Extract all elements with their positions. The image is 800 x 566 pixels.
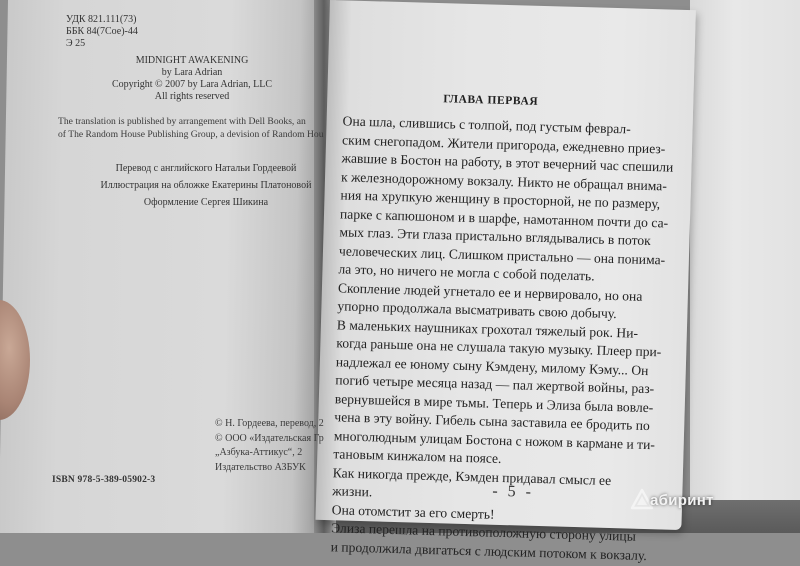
page-number: - 5 - (492, 482, 535, 501)
text-line: жизни. (332, 483, 373, 500)
right-page-content (315, 0, 695, 563)
author-sign: Э 25 (66, 38, 86, 49)
text-line: Как никогда прежде, Кэмден придавал смысл ее (332, 464, 612, 488)
text-line: упорно продолжала высматривать свою добычу. (337, 298, 617, 322)
translation-notice-line: The translation is published by arrangement with Dell Books, an (58, 116, 306, 127)
text-line: человеческих лиц. Слишком пристально — она понима- (338, 242, 666, 267)
text-line: многолюдным улицам Бостона с ножом в кармане и ти- (333, 427, 656, 452)
translation-notice-line: of The Random House Publishing Group, a devision of Random Hou (58, 129, 324, 140)
russian-copyright-block (215, 417, 324, 475)
text-line: ния на хрупкую женщину в просторной, не по размеру, (340, 187, 661, 212)
text-line: к железнодорожному вокзалу. Никто не обращал внима- (340, 168, 668, 193)
text-line: надлежал ее юному сыну Кэмдену, милому Кэму... Он (335, 353, 649, 378)
text-line: парке с капюшоном и в шарфе, намотанном почти до са- (339, 205, 669, 231)
chapter-title: ГЛАВА ПЕРВАЯ (443, 93, 539, 108)
text-line: и продолжила двигаться с людским потоком к вокзалу. (330, 538, 647, 563)
library-code-bbk: ББК 84(7Сое)-44 (66, 26, 138, 37)
copyright-ru-line: © ООО «Издательская Гр (215, 432, 324, 444)
credits-block (96, 160, 316, 211)
text-line: когда раньше она не слушала такую музыку. Плеер при- (336, 335, 662, 360)
watermark-text: абиринт (650, 492, 714, 509)
illustrator-credit: Иллюстрация на обложке Екатерины Платоновой (100, 180, 312, 191)
design-credit: Оформление Сергея Шикина (143, 197, 269, 208)
text-line: Она отомстит за его смерть! (331, 501, 495, 522)
rights-line: All rights reserved (154, 91, 230, 102)
original-title: MIDNIGHT AWAKENING (135, 55, 249, 66)
text-line: вернувшейся в мире тьмы. Теперь и Элиза была вовле- (334, 390, 654, 415)
text-line: Скопление людей угнетало ее и нервировало, но она (337, 279, 643, 304)
original-title-block (92, 55, 292, 103)
translator-credit: Перевод с английского Натальи Гордеевой (115, 163, 297, 174)
isbn: ISBN 978-5-389-05902-3 (52, 475, 156, 485)
text-line: тановым кинжалом на поясе. (333, 446, 502, 466)
original-author: by Lara Adrian (161, 67, 223, 78)
table-surface (690, 0, 800, 533)
library-codes (66, 14, 138, 50)
copyright-ru-line: © Н. Гордеева, перевод, 2 (215, 418, 324, 429)
text-line: Элиза перешла на противоположную сторону улицы (331, 520, 637, 544)
copyright-ru-line: Издательство АЗБУК (215, 461, 306, 473)
text-line: Она шла, слившись с толпой, под густым феврал- (342, 113, 631, 137)
translation-notice (58, 115, 324, 141)
text-line: жавшие в Бостон на работу, в этот вечерний час спешили (341, 150, 674, 175)
text-line: ла это, но ничего не могла с собой поделать. (338, 261, 595, 284)
copyright-ru-line: „Азбука-Аттикус“, 2 (215, 447, 303, 458)
copyright-line: Copyright © 2007 by Lara Adrian, LLC (111, 79, 273, 90)
text-line: ским снегопадом. Жители пригорода, ежедневно приез- (341, 131, 666, 156)
text-line: мых глаз. Эти глаза пристально вглядывались в поток (339, 224, 651, 249)
text-line: погиб четыре месяца назад — пал жертвой войны, раз- (335, 372, 655, 397)
text-line: В маленьких наушниках грохотал тяжелый рок. Ни- (336, 316, 639, 341)
text-line: чена в эту войну. Гибель сына заставила ее бродить по (334, 409, 651, 434)
library-code-udk: УДК 821.111(73) (66, 14, 137, 25)
